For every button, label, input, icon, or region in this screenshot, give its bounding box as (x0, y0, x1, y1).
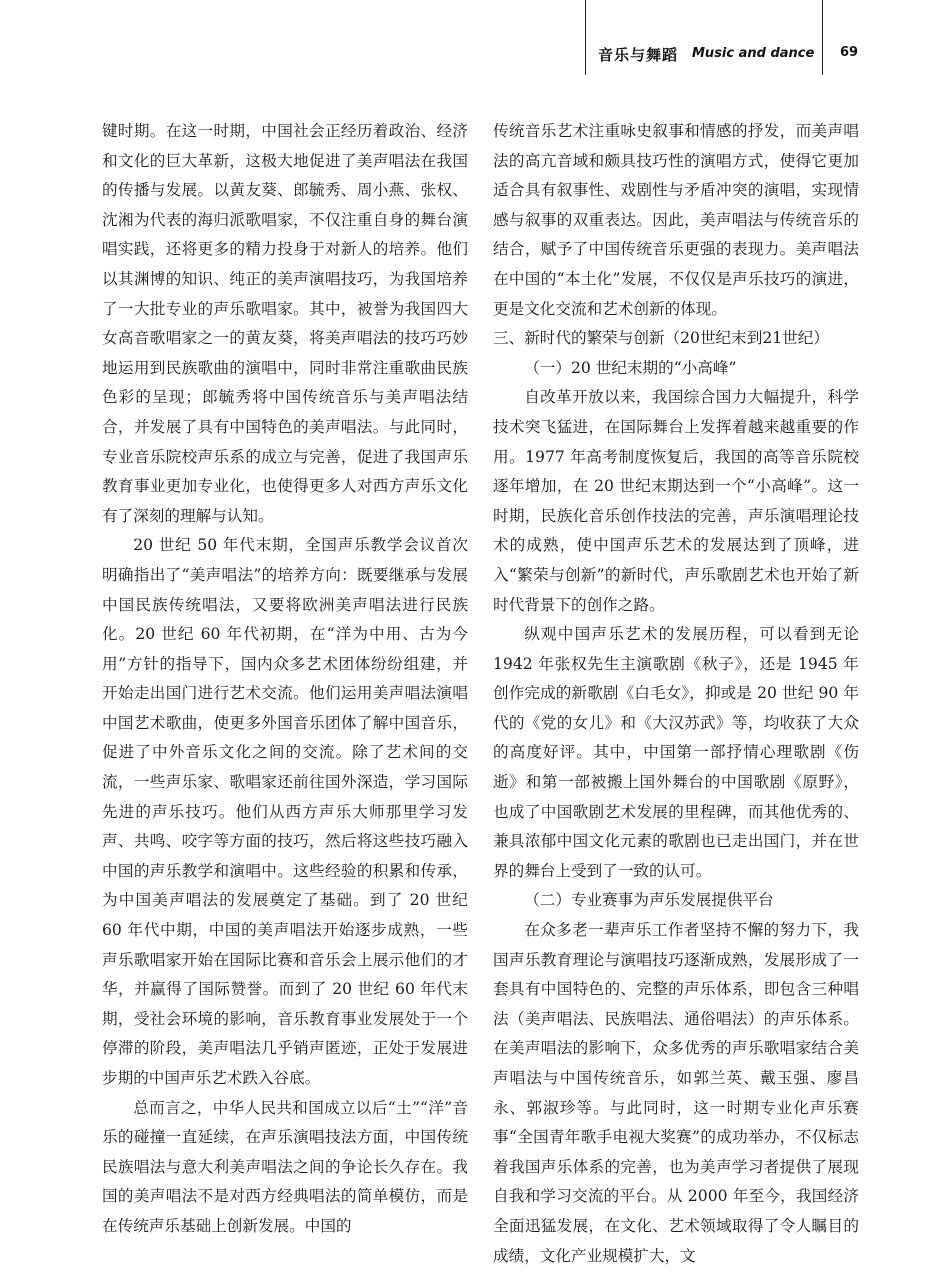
left-column (102, 117, 468, 1242)
paragraph: 键时期。在这一时期，中国社会正经历着政治、经济和文化的巨大革新，这极大地促进了美声唱法在我国的传播与发展。以黄友葵、郎毓秀、周小燕、张权、沈湘为代表的海归派歌唱家，不仅注重自身的舞台演唱实践，还将更多的精力投身于对新人的培养。他们以其渊博的知识、纯正的美声演唱技巧，为我国培养了一大批专业的声乐歌唱家。其中，被誉为我国四大女高音歌唱家之一的黄友葵，将美声唱法的技巧巧妙地运用到民族歌曲的演唱中，同时非常注重歌曲民族色彩的呈现；郎毓秀将中国传统音乐与美声唱法结合，并发展了具有中国特色的美声唱法。与此同时，专业音乐院校声乐系的成立与完善，促进了我国声乐教育事业更加专业化，也使得更多人对西方声乐文化有了深刻的理解与认知。 (102, 122, 468, 525)
journal-title-english: Music and dance (692, 46, 815, 61)
right-column (493, 117, 859, 1271)
section-heading: 三、新时代的繁荣与创新（20世纪末到21世纪） (493, 329, 829, 348)
header-divider-left (585, 0, 586, 75)
page-number: 69 (840, 45, 859, 60)
header-divider-right (822, 0, 823, 75)
subsection-heading: （一）20 世纪末期的“小高峰” (524, 358, 737, 377)
journal-title-chinese: 音乐与舞蹈 (598, 46, 679, 64)
paragraph: 在众多老一辈声乐工作者坚持不懈的努力下，我国声乐教育理论与演唱技巧逐渐成熟，发展形成了一套具有中国特色的、完整的声乐体系，即包含三种唱法（美声唱法、民族唱法、通俗唱法）的声乐体系。在美声唱法的影响下，众多优秀的声乐歌唱家结合美声唱法与中国传统音乐，如郭兰英、戴玉强、廖昌永、郭淑珍等。与此同时，这一时期专业化声乐赛事“全国青年歌手电视大奖赛”的成功举办，不仅标志着我国声乐体系的完善，也为美声学习者提供了展现自我和学习交流的平台。从 2000 年至今，我国经济全面迅猛发展，在文化、艺术领域取得了令人瞩目的成绩，文化产业规模扩大，文 (493, 921, 859, 1265)
paragraph: 自改革开放以来，我国综合国力大幅提升，科学技术突飞猛进，在国际舞台上发挥着越来越重要的作用。1977 年高考制度恢复后，我国的高等音乐院校逐年增加，在 20 世纪末期达到一个“小高峰”。这一时期，民族化音乐创作技法的完善，声乐演唱理论技术的成熟，使中国声乐艺术的发展达到了顶峰，进入“繁荣与创新”的新时代，声乐歌剧艺术也开始了新时代背景下的创作之路。 (493, 388, 859, 614)
page-header (0, 0, 950, 78)
paragraph: 纵观中国声乐艺术的发展历程，可以看到无论 1942 年张权先生主演歌剧《秋子》，还是 1945 年创作完成的新歌剧《白毛女》，抑或是 20 世纪 90 年代的《党的女儿》和《大汉苏武》等，均收获了大众的高度好评。其中，中国第一部抒情心理歌剧《伤逝》和第一部被搬上国外舞台的中国歌剧《原野》，也成了中国歌剧艺术发展的里程碑，而其他优秀的、兼具浓郁中国文化元素的歌剧也已走出国门，并在世界的舞台上受到了一致的认可。 (493, 625, 859, 880)
subsection-heading: （二）专业赛事为声乐发展提供平台 (524, 891, 774, 910)
paragraph: 传统音乐艺术注重咏史叙事和情感的抒发，而美声唱法的高亢音域和颇具技巧性的演唱方式，使得它更加适合具有叙事性、戏剧性与矛盾冲突的演唱，实现情感与叙事的双重表达。因此，美声唱法与传统音乐的结合，赋予了中国传统音乐更强的表现力。美声唱法在中国的“本土化”发展，不仅仅是声乐技巧的演进，更是文化交流和艺术创新的体现。 (493, 122, 859, 318)
paragraph: 总而言之，中华人民共和国成立以后“土”“洋”音乐的碰撞一直延续，在声乐演唱技法方面，中国传统民族唱法与意大利美声唱法之间的争论长久存在。我国的美声唱法不是对西方经典唱法的简单模仿，而是在传统声乐基础上创新发展。中国的 (102, 1098, 468, 1235)
paragraph: 20 世纪 50 年代末期，全国声乐教学会议首次明确指出了“美声唱法”的培养方向：既要继承与发展中国民族传统唱法，又要将欧洲美声唱法进行民族化。20 世纪 60 年代初期，在“洋为中用、古为今用”方针的指导下，国内众多艺术团体纷纷组建，并开始走出国门进行艺术交流。他们运用美声唱法演唱中国艺术歌曲，使更多外国音乐团体了解中国音乐，促进了中外音乐文化之间的交流。除了艺术间的交流，一些声乐家、歌唱家还前往国外深造，学习国际先进的声乐技巧。他们从西方声乐大师那里学习发声、共鸣、咬字等方面的技巧，然后将这些技巧融入中国的声乐教学和演唱中。这些经验的积累和传承，为中国美声唱法的发展奠定了基础。到了 20 世纪 60 年代中期，中国的美声唱法开始逐步成熟，一些声乐歌唱家开始在国际比赛和音乐会上展示他们的才华，并赢得了国际赞誉。而到了 20 世纪 60 年代末期，受社会环境的影响，音乐教育事业发展处于一个停滞的阶段，美声唱法几乎销声匿迹，正处于发展进步期的中国声乐艺术跌入谷底。 (102, 536, 468, 1087)
